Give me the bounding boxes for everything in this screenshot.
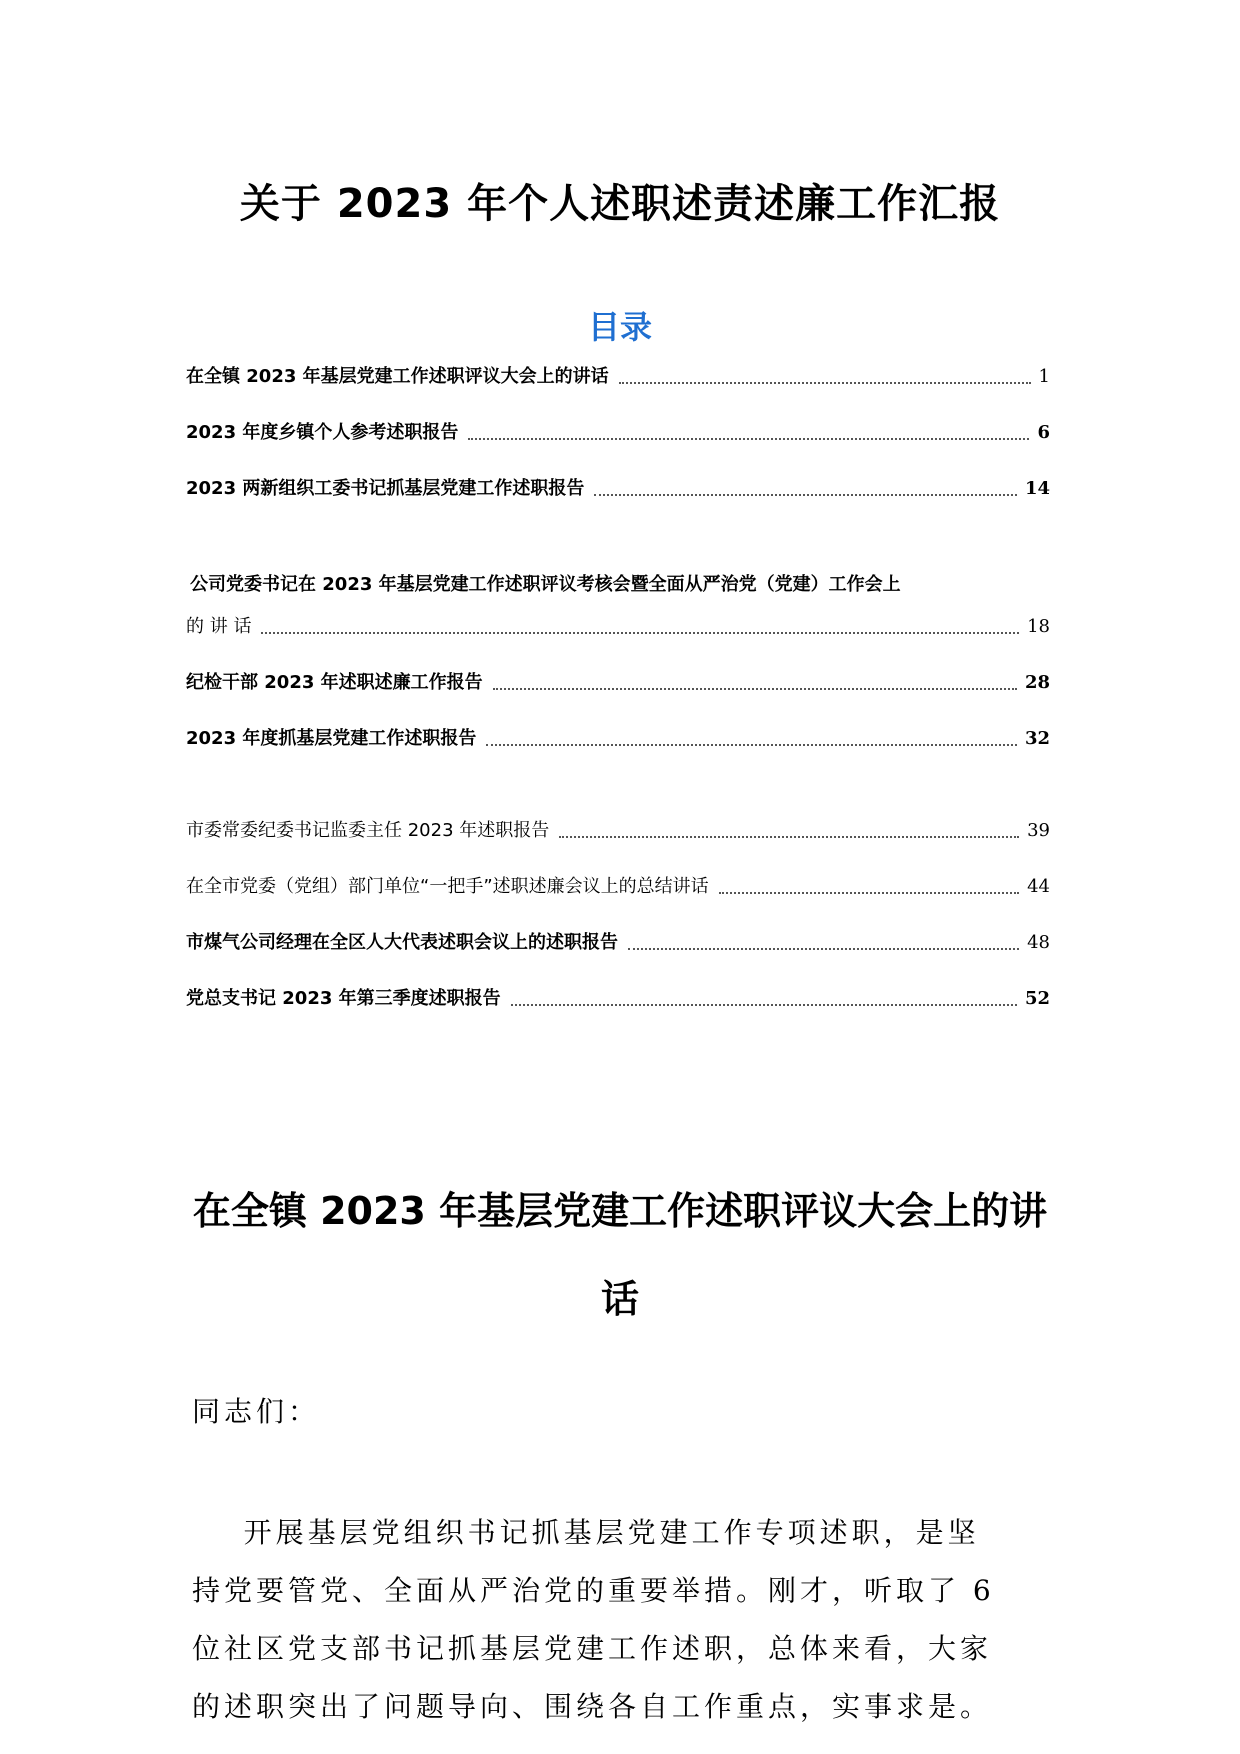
- toc-entry-page: 18: [1027, 616, 1050, 637]
- toc-leader-dots: [511, 1004, 1017, 1006]
- toc-entry[interactable]: [186, 874, 1050, 900]
- toc-entry[interactable]: [186, 930, 1050, 956]
- toc-leader-dots: [559, 836, 1019, 838]
- toc-leader-dots: [261, 632, 1019, 634]
- toc-entry-title: 2023 年度抓基层党建工作述职报告: [186, 728, 477, 749]
- toc-entry-page: 39: [1027, 820, 1050, 841]
- toc-entry[interactable]: [186, 670, 1050, 696]
- salutation: 同志们：: [192, 1395, 321, 1428]
- toc-entry[interactable]: [186, 420, 1050, 446]
- section-title-line1: 在全镇 2023 年基层党建工作述职评议大会上的讲: [192, 1189, 1048, 1233]
- toc-entry-title: 在全市党委（党组）部门单位“一把手”述职述廉会议上的总结讲话: [186, 876, 709, 897]
- toc-entry[interactable]: [186, 818, 1050, 844]
- toc-leader-dots: [468, 438, 1029, 440]
- toc-entry[interactable]: [186, 986, 1050, 1012]
- toc-entry-title: 的 讲 话: [186, 616, 252, 637]
- paragraph-line: 位社区党支部书记抓基层党建工作述职，总体来看，大家: [192, 1632, 993, 1665]
- toc-leader-dots: [486, 744, 1017, 746]
- toc-heading: 目录: [587, 308, 652, 346]
- toc-entry-page: 48: [1027, 932, 1050, 953]
- toc-leader-dots: [493, 688, 1017, 690]
- toc-entry-title: 市委常委纪委书记监委主任 2023 年述职报告: [186, 820, 550, 841]
- toc-entry-title: 在全镇 2023 年基层党建工作述职评议大会上的讲话: [186, 366, 609, 387]
- toc-entry[interactable]: [186, 476, 1050, 502]
- toc-leader-dots: [594, 494, 1017, 496]
- toc-entry-title: 2023 两新组织工委书记抓基层党建工作述职报告: [186, 478, 585, 499]
- toc-leader-dots: [619, 382, 1031, 384]
- toc-entry-page: 32: [1024, 728, 1050, 749]
- toc-entry-page: 44: [1027, 876, 1050, 897]
- toc-entry-title: 市煤气公司经理在全区人大代表述职会议上的述职报告: [186, 932, 618, 953]
- toc-entry-page: 28: [1024, 672, 1050, 693]
- document-title: 关于 2023 年个人述职述责述廉工作汇报: [239, 181, 1001, 227]
- paragraph-line: 持党要管党、全面从严治党的重要举措。刚才，听取了 6: [192, 1574, 995, 1607]
- toc-entry-page: 6: [1037, 422, 1050, 443]
- body-paragraph: [192, 1504, 1042, 1736]
- paragraph-line: 开展基层党组织书记抓基层党建工作专项述职，是坚: [192, 1516, 980, 1549]
- toc-entry-title: 党总支书记 2023 年第三季度述职报告: [186, 988, 501, 1009]
- paragraph-line: 的述职突出了问题导向、围绕各自工作重点，实事求是。: [192, 1690, 993, 1723]
- toc-entry-page: 14: [1024, 478, 1050, 499]
- toc-entry-title: 纪检干部 2023 年述职述廉工作报告: [186, 672, 483, 693]
- toc-entry[interactable]: [186, 726, 1050, 752]
- toc-entry-title: 2023 年度乡镇个人参考述职报告: [186, 422, 459, 443]
- toc-entry-title-line1[interactable]: 公司党委书记在 2023 年基层党建工作述职评议考核会暨全面从严治党（党建）工作会上: [190, 574, 901, 595]
- toc-entry-page: 52: [1024, 988, 1050, 1009]
- toc-entry[interactable]: [186, 614, 1050, 640]
- toc-entry[interactable]: [186, 364, 1050, 390]
- toc-entry-page: 1: [1038, 366, 1050, 387]
- toc-leader-dots: [628, 948, 1019, 950]
- toc-leader-dots: [719, 892, 1019, 894]
- section-title-line2: 话: [600, 1277, 639, 1321]
